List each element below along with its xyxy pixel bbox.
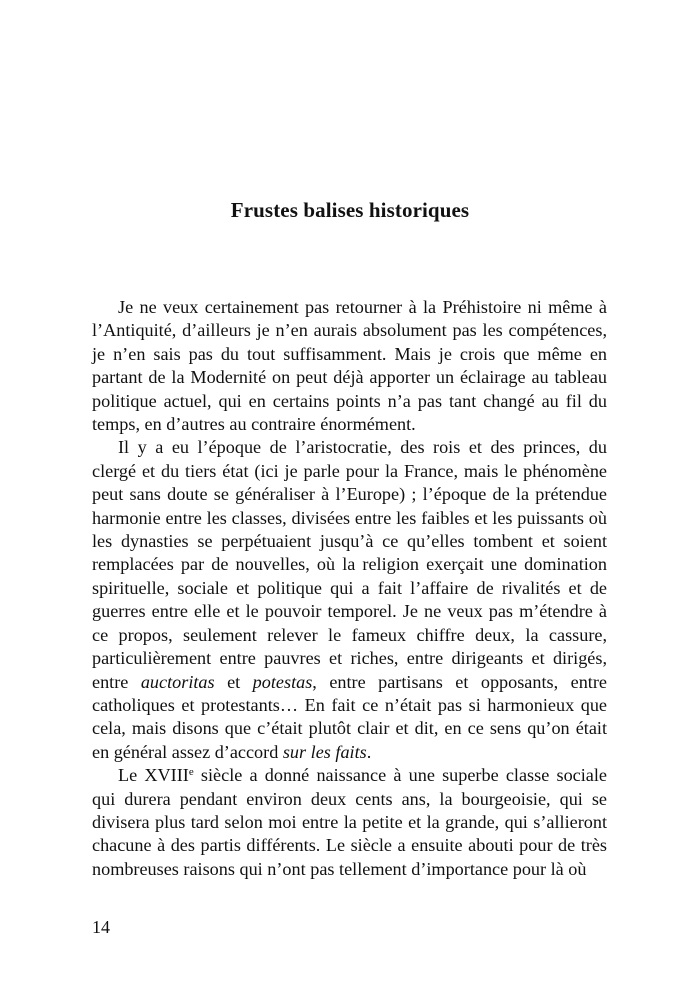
page-number: 14 bbox=[92, 917, 110, 937]
italic-phrase-sur-les-faits: sur les faits bbox=[282, 741, 367, 762]
text-run: Il y a eu l’époque de l’aristocratie, des rois et des princes, du clergé et du tiers état (ici je parle pour la France, mais le phénomène peut sans doute se généraliser à l’Europe) ; l’époque de la prétendue harmonie entre les classes, divisées entre les faibles et les puissants où les dynasties se perpétuaient jusqu’à ce qu’elles tombent et soient remplacées par de nouvelles, où la religion exerçait une domination spirituelle, sociale et politique qui a fait l’affaire de rivalités et de guerres entre elle et le pouvoir temporel. Je ne veux pas m’étendre à ce propos, seulement relever le fameux chiffre deux, la cassure, particulièrement entre pauvres et riches, entre dirigeants et dirigés, entre bbox=[92, 437, 607, 692]
italic-term-potestas: potestas bbox=[252, 671, 313, 692]
chapter-title: Frustes balises historiques bbox=[230, 198, 470, 222]
paragraph bbox=[92, 296, 607, 436]
text-run: Je ne veux certainement pas retourner à la Préhistoire ni même à l’Antiquité, d’ailleurs je n’en aurais absolument pas les compétences, je n’en sais pas du tout suffisamment. Mais je crois que même en partant de la Modernité on peut déjà apporter un éclairage au tableau politique actuel, qui en certains points n’a pas tant changé au fil du temps, en d’autres au contraire énormément. bbox=[92, 297, 607, 435]
paragraph bbox=[92, 764, 607, 881]
italic-term-auctoritas: auctoritas bbox=[140, 671, 215, 692]
text-run: siècle a donné naissance à une superbe classe sociale qui durera pendant environ deux cents ans, la bourgeoisie, qui se divisera plus tard selon moi entre la petite et la grande, qui s’allieront chacune à des partis différents. Le siècle a ensuite abouti pour de très nombreuses raisons qui n’ont pas tellement d’importance pour là où bbox=[92, 765, 607, 879]
text-run: et bbox=[214, 671, 253, 692]
century-superscript: e bbox=[188, 766, 194, 779]
text-run: . bbox=[366, 741, 372, 762]
paragraph bbox=[92, 436, 607, 764]
body-text bbox=[92, 296, 607, 881]
text-run: Le XVIII bbox=[118, 765, 189, 786]
text-run: , entre partisans et opposants, entre catholiques et protestants… En fait ce n’était pas si harmonieux que cela, mais disons que c’était plutôt clair et dit, en ce sens qu’on était en général assez d’accord bbox=[92, 671, 607, 762]
